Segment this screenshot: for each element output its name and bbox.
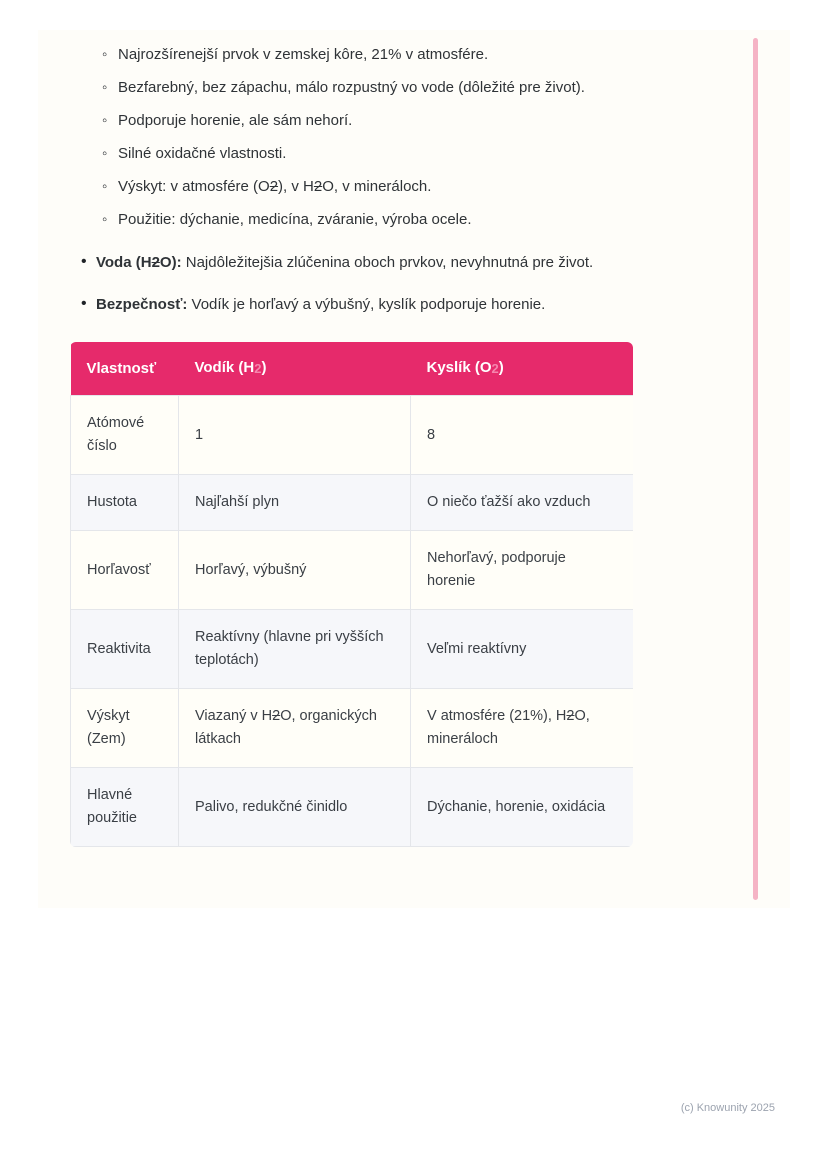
table-row (71, 610, 634, 689)
table-cell: Nehorľavý, podporuje horenie (411, 531, 634, 610)
table-cell: Najľahší plyn (179, 475, 411, 531)
table-header-row (71, 342, 634, 396)
list-item-text: Bezfarebný, bez zápachu, málo rozpustný vo vode (dôležité pre život). (118, 79, 585, 96)
table-cell: Dýchanie, horenie, oxidácia (411, 768, 634, 847)
table-cell: Atómové číslo (71, 396, 179, 475)
table-row (71, 768, 634, 847)
table-header-cell: Kyslík (O2) (411, 342, 634, 396)
table-header-cell: Vodík (H2) (179, 342, 411, 396)
table-cell: 1 (179, 396, 411, 475)
list-item (118, 77, 738, 99)
list-item-text: Silné oxidačné vlastnosti. (118, 145, 287, 162)
table-cell: Veľmi reaktívny (411, 610, 634, 689)
table-row (71, 396, 634, 475)
list-item (96, 252, 748, 274)
main-bullet-list (38, 242, 748, 316)
table-row (71, 531, 634, 610)
table-cell: Viazaný v H2O, organických látkach (179, 689, 411, 768)
table-cell: Reaktívny (hlavne pri vyšších teplotách) (179, 610, 411, 689)
list-item-text: Najrozšírenejší prvok v zemskej kôre, 21% v atmosfére. (118, 46, 489, 63)
page-edge-bar (753, 38, 758, 900)
table-cell: Horľavosť (71, 531, 179, 610)
table-cell: Reaktivita (71, 610, 179, 689)
table-cell: Výskyt (Zem) (71, 689, 179, 768)
table-cell: Horľavý, výbušný (179, 531, 411, 610)
list-item (96, 294, 748, 316)
table-row (71, 689, 634, 768)
comparison-table-wrapper (70, 342, 633, 847)
table-cell: V atmosfére (21%), H2O, mineráloch (411, 689, 634, 768)
list-item (118, 209, 738, 231)
comparison-table (70, 342, 633, 847)
table-header-cell: Vlastnosť (71, 342, 179, 396)
list-item-text: Podporuje horenie, ale sám nehorí. (118, 112, 353, 129)
copyright-text: (c) Knowunity 2025 (680, 1102, 775, 1114)
table-cell: Hlavné použitie (71, 768, 179, 847)
table-row (71, 475, 634, 531)
list-item (118, 143, 738, 165)
table-cell: O niečo ťažší ako vzduch (411, 475, 634, 531)
list-item-text: Bezpečnosť: Vodík je horľavý a výbušný, kyslík podporuje horenie. (96, 296, 546, 313)
list-item (118, 110, 738, 132)
sub-bullet-list (38, 30, 738, 231)
table-cell: Palivo, redukčné činidlo (179, 768, 411, 847)
list-item-text: Výskyt: v atmosfére (O2), v H2O, v mineráloch. (118, 178, 432, 195)
list-item-text: Voda (H2O): Najdôležitejšia zlúčenina oboch prvkov, nevyhnutná pre život. (96, 254, 594, 271)
list-item (118, 44, 738, 66)
document-page (38, 30, 790, 908)
list-item (118, 176, 738, 198)
table-cell: Hustota (71, 475, 179, 531)
table-cell: 8 (411, 396, 634, 475)
list-item-text: Použitie: dýchanie, medicína, zváranie, výroba ocele. (118, 211, 472, 228)
